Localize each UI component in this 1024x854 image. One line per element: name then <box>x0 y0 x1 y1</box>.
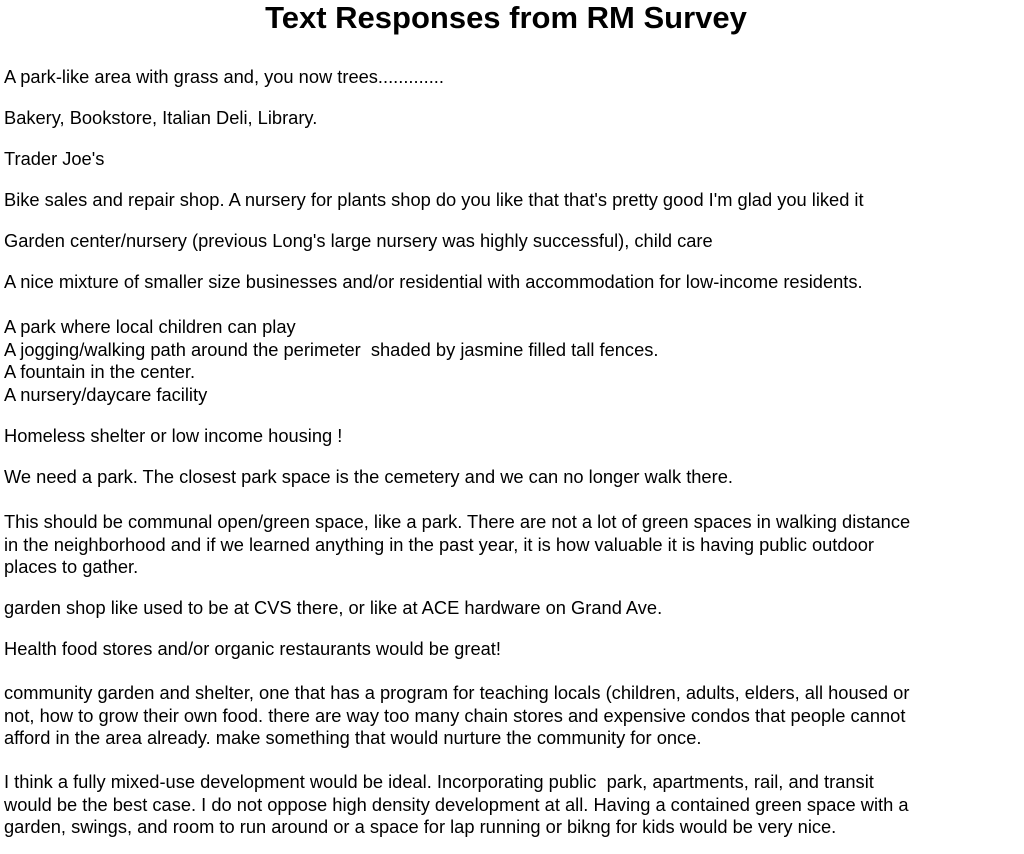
response-line: community garden and shelter, one that has a program for teaching locals (children, adults, elders, all housed or <box>4 682 910 703</box>
response-line: A jogging/walking path around the perimeter shaded by jasmine filled tall fences. <box>4 338 659 360</box>
response-line: This should be communal open/green space, like a park. There are not a lot of green spaces in walking distance <box>4 511 911 532</box>
response-14 <box>4 771 1016 839</box>
response-line: A fountain in the center. <box>4 361 196 382</box>
response-13 <box>4 682 1016 750</box>
response-12 <box>4 638 1016 661</box>
response-line: in the neighborhood and if we learned anything in the past year, it is how valuable it is having public outdoor <box>4 533 874 555</box>
response-line: Garden center/nursery (previous Long's large nursery was highly successful), child care <box>4 230 713 251</box>
response-line: Health food stores and/or organic restaurants would be great! <box>4 638 501 659</box>
response-6 <box>4 271 1016 294</box>
response-line: A park where local children can play <box>4 316 296 337</box>
response-line: garden shop like used to be at CVS there, or like at ACE hardware on Grand Ave. <box>4 597 663 618</box>
response-8 <box>4 425 1016 448</box>
response-line: would be the best case. I do not oppose high density development at all. Having a contained green space with a <box>4 793 909 815</box>
response-line: A nice mixture of smaller size businesses and/or residential with accommodation for low-income residents. <box>4 271 863 292</box>
response-4 <box>4 189 1016 212</box>
response-line: We need a park. The closest park space is the cemetery and we can no longer walk there. <box>4 466 733 487</box>
response-3 <box>4 148 1016 171</box>
response-line: A nursery/daycare facility <box>4 383 208 405</box>
response-line: Bakery, Bookstore, Italian Deli, Library. <box>4 107 318 128</box>
response-line: Bike sales and repair shop. A nursery for plants shop do you like that that's pretty good I'm glad you liked it <box>4 189 864 210</box>
response-line: places to gather. <box>4 556 139 577</box>
response-2 <box>4 107 1016 130</box>
response-line: not, how to grow their own food. there are way too many chain stores and expensive condos that people cannot <box>4 704 906 726</box>
response-line: garden, swings, and room to run around or a space for lap running or bikng for kids would be very nice. <box>4 816 837 837</box>
page-title: Text Responses from RM Survey <box>265 0 747 35</box>
response-9 <box>4 466 1016 489</box>
response-line: Trader Joe's <box>4 148 105 169</box>
response-11 <box>4 597 1016 620</box>
response-7 <box>4 316 1016 406</box>
response-5 <box>4 230 1016 253</box>
response-10 <box>4 511 1016 579</box>
response-line: afford in the area already. make something that would nurture the community for once. <box>4 727 702 748</box>
response-line: Homeless shelter or low income housing ! <box>4 425 343 446</box>
response-line: I think a fully mixed-use development would be ideal. Incorporating public park, apartments, rail, and transit <box>4 771 874 792</box>
response-1 <box>4 66 1016 89</box>
response-line: A park-like area with grass and, you now trees............. <box>4 66 444 87</box>
